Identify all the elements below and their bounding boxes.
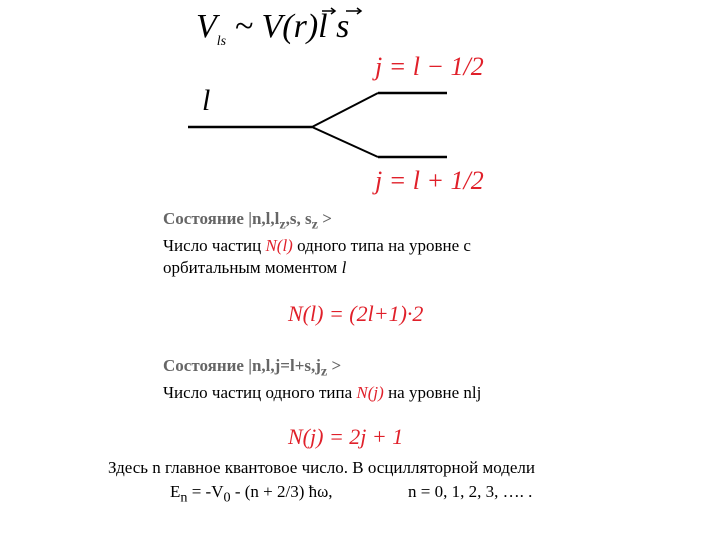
branch-down [312, 127, 378, 157]
n-values: n = 0, 1, 2, 3, …. . [408, 482, 533, 501]
energy-formula: $E_n = -V_0 - (n + 2/3)$ ħω, [170, 482, 333, 506]
level-splitting-diagram [0, 0, 720, 200]
formula-V: V [196, 8, 217, 45]
state-line-nlj: Состояние $|n,l,j=l+s,j_z$ > [163, 356, 342, 380]
formula-n-l: N(l) = (2l+1)·2 [288, 301, 424, 326]
branch-up [312, 93, 378, 127]
formula-n-j: N(j) = 2j + 1 [288, 424, 404, 449]
state-line-nl: Состояние $|n,l,l_z,s$, $s_z$ > [163, 209, 332, 233]
formula-V-subscript: ls [216, 33, 227, 49]
formula-ls: l s [318, 8, 350, 45]
count-line-nlj: Число частиц одного типа N(j) на уровне nlj [163, 383, 482, 403]
oscillator-text: Здесь n главное квантовое число. В осцилляторной модели [108, 458, 536, 477]
count-line-nl: Число частиц N(l) одного типа на уровне с [163, 236, 471, 256]
level-l-label: l [202, 84, 211, 117]
state-block-nl [163, 208, 471, 279]
state-block-nlj [163, 355, 481, 404]
lower-level-label: j = l + 1/2 [375, 166, 484, 195]
upper-level-label: j = l − 1/2 [375, 52, 484, 81]
formula-rest: ~ V(r) [226, 8, 319, 45]
orbital-line: орбитальным моментом l [163, 258, 347, 278]
